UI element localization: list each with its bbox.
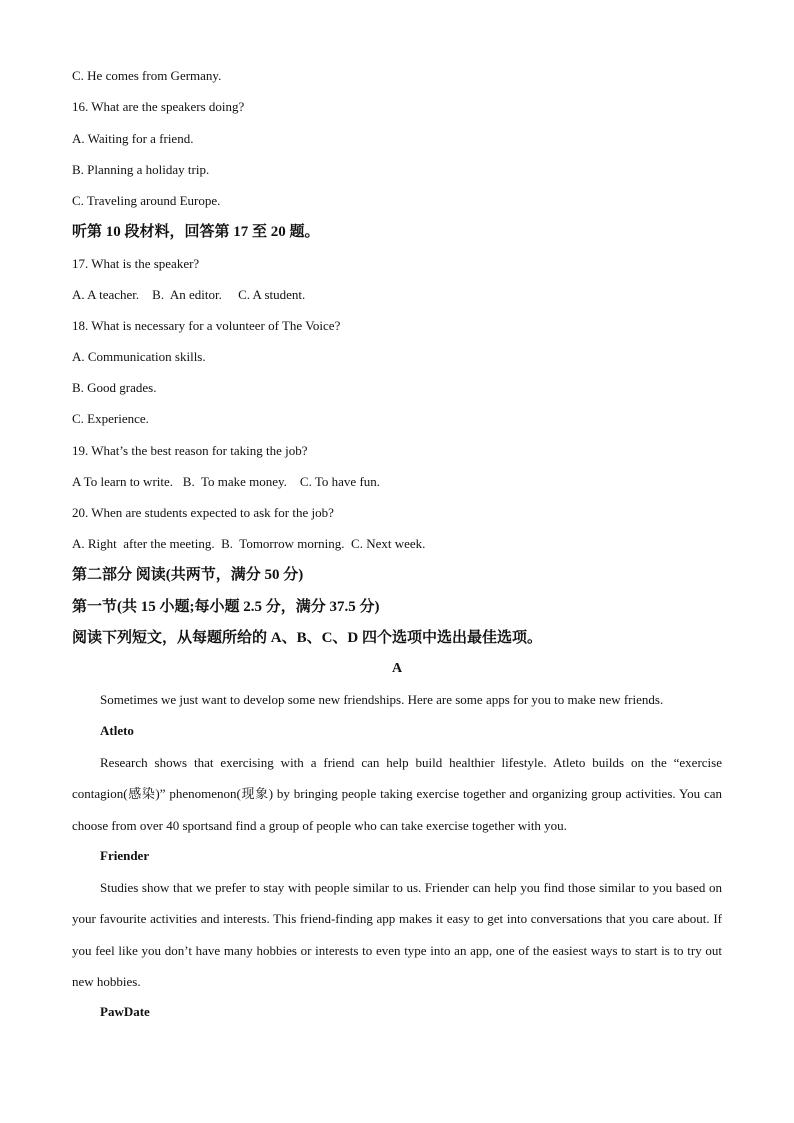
q20-question: 20. When are students expected to ask for the job? — [72, 505, 334, 520]
q17-options: A. A teacher. B. An editor. C. A student. — [72, 287, 306, 302]
q16-question: 16. What are the speakers doing? — [72, 99, 245, 114]
app-name-atleto: Atleto — [100, 723, 134, 738]
app-description-atleto: Research shows that exercising with a friend can help build healthier lifestyle. Atleto builds on the “exercise contagion(感染)” phenomenon(现象) by bringing people taking exercise together and organizing group activities. You can choose from over 40 sportsand find a group of people who can take exercise together with you. — [72, 755, 722, 833]
app-description-friender: Studies show that we prefer to stay with people similar to us. Friender can help you find those similar to you based on your favourite activities and interests. This friend-finding app makes it easy to get into conversations that you care about. If you feel like you don’t have many hobbies or interests to even type into an app, one of the easiest ways to start is to try out new hobbies. — [72, 880, 722, 989]
q16-option-a: A. Waiting for a friend. — [72, 131, 194, 146]
q15-option-c: C. He comes from Germany. — [72, 68, 222, 83]
passage-letter: A — [391, 661, 403, 676]
app-name-friender: Friender — [100, 848, 150, 863]
q20-options: A. Right after the meeting. B. Tomorrow morning. C. Next week. — [72, 536, 426, 551]
q18-option-c: C. Experience. — [72, 411, 149, 426]
passage-intro: Sometimes we just want to develop some new friendships. Here are some apps for you to make new friends. — [100, 692, 664, 707]
part-2-heading: 第二部分 阅读(共两节，满分 50 分) — [72, 567, 304, 583]
q16-option-c: C. Traveling around Europe. — [72, 193, 221, 208]
q18-option-b: B. Good grades. — [72, 380, 157, 395]
app-name-pawdate: PawDate — [100, 1004, 150, 1019]
q19-question: 19. What’s the best reason for taking the job? — [72, 443, 308, 458]
q16-option-b: B. Planning a holiday trip. — [72, 162, 210, 177]
q18-question: 18. What is necessary for a volunteer of The Voice? — [72, 318, 341, 333]
q17-question: 17. What is the speaker? — [72, 256, 200, 271]
section-1-heading: 第一节(共 15 小题;每小题 2.5 分，满分 37.5 分) — [72, 599, 380, 615]
section-10-heading: 听第 10 段材料，回答第 17 至 20 题。 — [72, 224, 320, 240]
q18-option-a: A. Communication skills. — [72, 349, 206, 364]
reading-instruction: 阅读下列短文，从每题所给的 A、B、C、D 四个选项中选出最佳选项。 — [72, 630, 543, 646]
q19-options: A To learn to write. B. To make money. C. To have fun. — [72, 474, 381, 489]
